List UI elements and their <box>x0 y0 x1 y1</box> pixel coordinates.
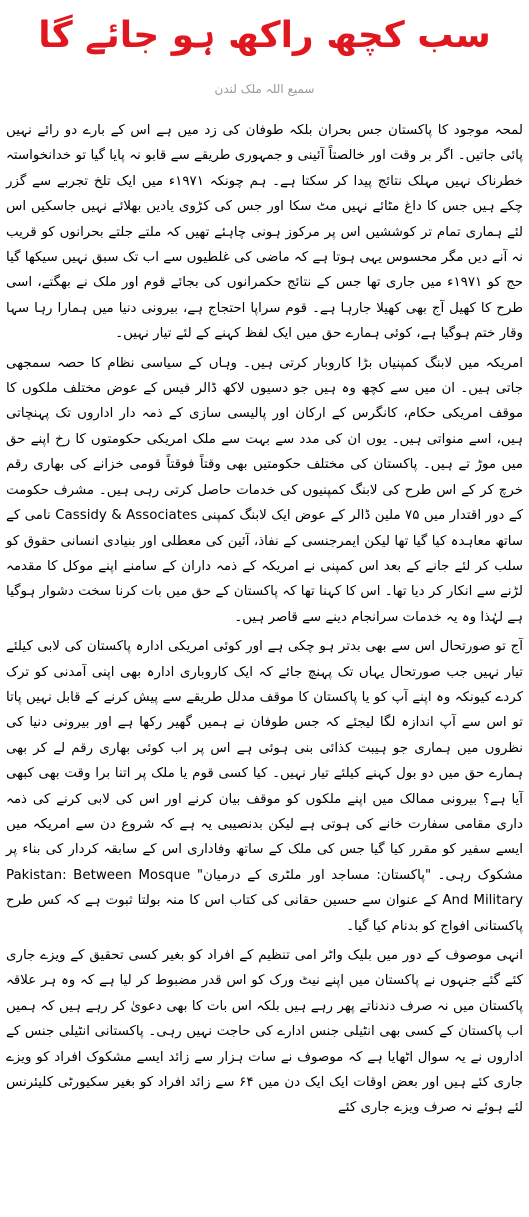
article-paragraph-4: انہی موصوف کے دور میں بلیک واٹر امی تنظیم کے افراد کو بغیر کسی تحقیق کے ویزے جاری کئے گئے جنہوں نے پاکستان میں اپنے نیٹ ورک کو اس قدر مضبوط کر لیا ہے کہ وہ ہر علاقہ پاکستان میں نہ صرف دندناتے پھر رہے ہیں بلکہ اس بات کا بھی دعویٰ کر رہے ہیں کہ ہمیں اب پاکستان کے کسی بھی انٹیلی جنس ادارے کی حاجت نہیں رہی۔ پاکستانی انٹیلی جنس کے اداروں نے یہ سوال اٹھایا ہے کہ موصوف نے سات ہزار سے زائد ایسے مشکوک افراد کو ویزے جاری کئے ہیں اور بعض اوقات ایک ایک دن میں ۶۴ سے زائد افراد کو بغیر سکیورٹی کلیئرنس لئے ہوئے نہ صرف ویزے جاری کئے <box>6 948 523 1116</box>
article-author: سمیع اللہ ملک لندن <box>214 82 315 96</box>
article-paragraph-3: آج تو صورتحال اس سے بھی بدتر ہو چکی ہے اور کوئی امریکی ادارہ پاکستان کی لابی کیلئے تیار نہیں جب صورتحال یہاں تک پہنچ جائے کہ ایک کاروباری ادارہ بھی اپنی آمدنی کو ترک کردے کیونکہ وہ اپنے آپ کو یا پاکستان کا موقف مدلل طریقے سے پیش کرنے کے قابل نہیں پاتا تو اس سے آپ اندازہ لگا لیجئے کہ جس طوفان نے ہمیں گھیر رکھا ہے اور بیرونی دنیا کی نظروں میں ہماری جو ہیبت کذائی بنی ہوئی ہے اس پر اب کوئی بھاری رقم لے کر بھی ہمارے حق میں دو بول کہنے کیلئے تیار نہیں۔ کیا کسی قوم یا ملک پر اتنا برا وقت بھی کبھی آیا ہے؟ بیرونی ممالک میں اپنے ملکوں کو موقف بیان کرنے اور اس کی لابی کرنے کی ذمہ داری مقامی سفارت خانے کی ہوتی ہے لیکن بدنصیبی یہ ہے کہ شروع دن سے امریکہ میں ایسے سفیر کو مقرر کیا گیا جس کی ملک کے ساتھ وفاداری اس کے سابقہ کردار کی بناء پر مشکوک رہی۔ "پاکستان: مساجد اور ملٹری کے درمیان" Pakistan: Between Mosque And Military کے عنوان سے حسین حقانی کی کتاب اس کا منہ بولتا ثبوت ہے کہ کس طرح پاکستانی افواج کو بدنام کیا گیا۔ <box>6 639 523 934</box>
article-paragraph-1: لمحہ موجود کا پاکستان جس بحران بلکہ طوفان کی زد میں ہے اس کے بارے دو رائے نہیں پائی جاتیں۔ اگر بر وقت اور خالصتاً آئینی و جمہوری طریقے سے قابو نہ پایا گیا تو خدانخواستہ خطرناک نہیں مہلک نتائج پیدا کر سکتا ہے۔ ہم چونکہ ۱۹۷۱ء میں ایک تلخ تجربے سے گزر چکے ہیں جس کا داغ مٹائے نہیں مٹ سکا اور جس کی کڑوی یادیں بھلائے نہیں جاسکیں اس لئے ہماری تمام تر کوششیں اس پر مرکوز ہونی چاہئے تھیں کہ ملتے جلتے بحرانوں کو قریب نہ آنے دیں مگر محسوس یہی ہوتا ہے کہ ماضی کی غلطیوں سے اب تک سبق نہیں سیکھا گیا حج کو ۱۹۷۱ء میں جاری تھا جس کے نتائج حکمرانوں کی بجائے قوم اور ملک نے بھگتے، اسی طرح کا کھیل آج بھی کھیلا جارہا ہے۔ قوم سراپا احتجاج ہے، بیرونی دنیا میں ہمارا رہا سہا وقار ختم ہوگیا ہے، کوئی ہمارے حق میں ایک لفظ کہنے کے لئے تیار نہیں۔ <box>6 123 523 342</box>
article-title: سب کچھ راکھ ہو جائے گا <box>38 15 491 56</box>
article-body <box>6 118 523 1121</box>
article-paragraph-2: امریکہ میں لابنگ کمپنیاں بڑا کاروبار کرتی ہیں۔ وہاں کے سیاسی نظام کا حصہ سمجھی جاتی ہیں۔ ان میں سے کچھ وہ ہیں جو دسیوں لاکھ ڈالر فیس کے عوض مختلف ملکوں کا موقف امریکی حکام، کانگرس کے ارکان اور پالیسی سازی کے ذمہ دار اداروں تک پہنچاتی ہیں، اسے منواتی ہیں۔ یوں ان کی مدد سے بہت سے ملک امریکی حکومتوں کا رخ اپنے حق میں موڑ تے ہیں۔ پاکستان کی مختلف حکومتیں بھی وقتاً فوقتاً قومی خزانے کی بھاری رقم خرچ کر کے اس طرح کی لابنگ کمپنیوں کی خدمات حاصل کرتی رہی ہیں۔ مشرف حکومت کے دور اقتدار میں ۷۵ ملین ڈالر کے عوض ایک لابنگ کمپنی Cassidy & Associates نامی کے ساتھ معاہدہ کیا گیا تھا لیکن ایمرجنسی کے نفاذ، آئین کی معطلی اور بنیادی انسانی حقوق کو سلب کر لئے جانے کے بعد اس کمپنی نے امریکہ کے ذمہ داران کے سامنے اپنے موکل کا مقدمہ لڑنے سے انکار کر دیا تھا۔ اس کا کہنا تھا کہ پاکستان کے حق میں بات کرنا سخت دشوار ہوگیا ہے لہٰذا وہ یہ خدمات سرانجام دینے سے قاصر ہیں۔ <box>6 355 524 625</box>
